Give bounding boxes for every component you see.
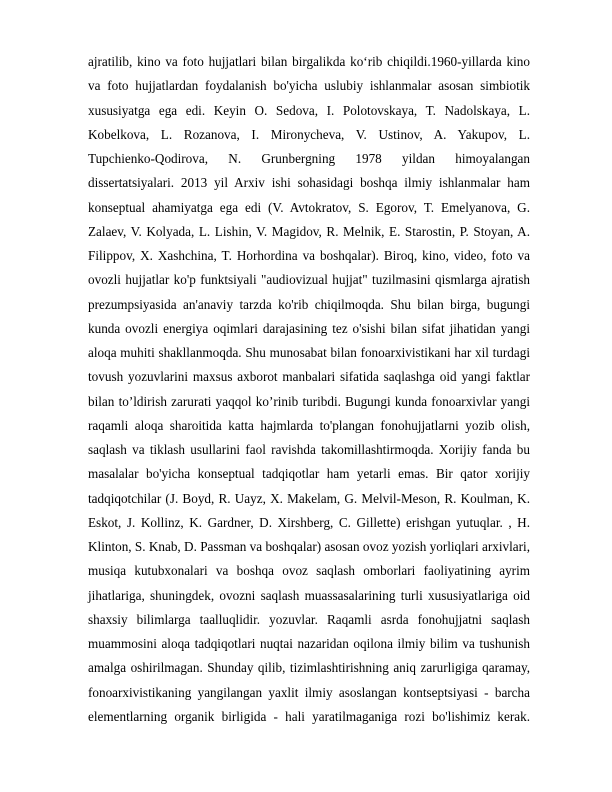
text-line: ajratilib, kino va foto hujjatlari bilan birgalikda ko‘rib chiqildi.1960-yillarda kino xyxy=(88,54,530,69)
body-paragraph xyxy=(88,50,530,729)
text-line: konseptual ahamiyatga ega edi (V. Avtokratov, S. Egorov, T. Emelyanova, G. xyxy=(88,199,530,215)
text-line: ovozli hujjatlar ko'p funktsiyali "audiovizual hujjat" tuzilmasini qismlarga ajratish xyxy=(88,272,530,288)
text-line: Tupchienko-Qodirova, N. Grunbergning 1978 yildan himoyalangan xyxy=(88,151,530,166)
text-line: Kobelkova, L. Rozanova, I. Mironycheva, V. Ustinov, A. Yakupov, L. xyxy=(88,126,530,142)
text-line: saqlash va tiklash usullarini faol ravishda takomillashtirmoqda. Xorijiy fanda bu xyxy=(88,442,530,457)
text-line: tovush yozuvlarini maxsus axborot manbalari sifatida saqlashga oid yangi faktlar xyxy=(88,369,530,385)
text-line: Klinton, S. Knab, D. Passman va boshqalar) asosan ovoz yozish yorliqlari arxivlari, xyxy=(88,539,530,554)
text-line: xususiyatga ega edi. Keyin O. Sedova, I. Polotovskaya, T. Nadolskaya, L. xyxy=(88,102,530,118)
text-line: dissertatsiyalari. 2013 yil Arxiv ishi sohasidagi boshqa ilmiy ishlanmalar ham xyxy=(88,175,530,191)
text-line: masalalar bo'yicha konseptual tadqiqotlar ham yetarli emas. Bir qator xorijiy xyxy=(88,466,530,482)
text-line: fonoarxivistikaning yangilangan yaxlit ilmiy asoslangan kontseptsiyasi - barcha xyxy=(88,684,530,700)
text-line: aloqa muhiti shakllanmoqda. Shu munosabat bilan fonoarxivistikani har xil turdagi xyxy=(88,345,530,360)
text-line: kunda ovozli energiya oqimlari darajasining tez o'sishi bilan sifat jihatidan yangi xyxy=(88,320,530,336)
text-line: elementlarning organik birligida - hali yaratilmaganiga rozi bo'lishimiz kerak. xyxy=(88,708,530,724)
text-line: va foto hujjatlardan foydalanish bo'yicha uslubiy ishlanmalar asosan simbiotik xyxy=(88,78,530,94)
text-line: musiqa kutubxonalari va boshqa ovoz saqlash omborlari faoliyatining ayrim xyxy=(88,563,530,579)
text-line: jihatlariga, shuningdek, ovozni saqlash muassasalarining turli xususiyatlariga oid xyxy=(88,587,530,603)
text-line: tadqiqotchilar (J. Boyd, R. Uayz, X. Makelam, G. Melvil-Meson, R. Koulman, K. xyxy=(88,490,530,506)
text-line: amalga oshirilmagan. Shunday qilib, tizimlashtirishning aniq zarurligiga qaramay, xyxy=(88,660,530,676)
text-line: prezumpsiyasida an'anaviy tarzda ko'rib chiqilmoqda. Shu bilan birga, bugungi xyxy=(88,296,530,312)
text-line: shaxsiy bilimlarga taalluqlidir. yozuvlar. Raqamli asrda fonohujjatni saqlash xyxy=(88,611,530,627)
text-line: bilan to’ldirish zarurati yaqqol ko’rinib turibdi. Bugungi kunda fonoarxivlar yangi xyxy=(88,393,530,409)
text-line: Filippov, X. Xashchina, T. Horhordina va boshqalar). Biroq, kino, video, foto va xyxy=(88,248,530,263)
text-line: Eskot, J. Kollinz, K. Gardner, D. Xirshberg, C. Gillette) erishgan yutuqlar. , H. xyxy=(88,514,530,530)
text-line: muammosini aloqa tadqiqotlari nuqtai nazaridan oqilona ilmiy bilim va tushunish xyxy=(88,636,530,651)
text-line: raqamli aloqa sharoitida katta hajmlarda to'plangan fonohujjatlarni yozib olish, xyxy=(88,417,530,433)
text-line: Zalaev, V. Kolyada, L. Lishin, V. Magidov, R. Melnik, E. Starostin, P. Stoyan, A. xyxy=(88,223,530,239)
